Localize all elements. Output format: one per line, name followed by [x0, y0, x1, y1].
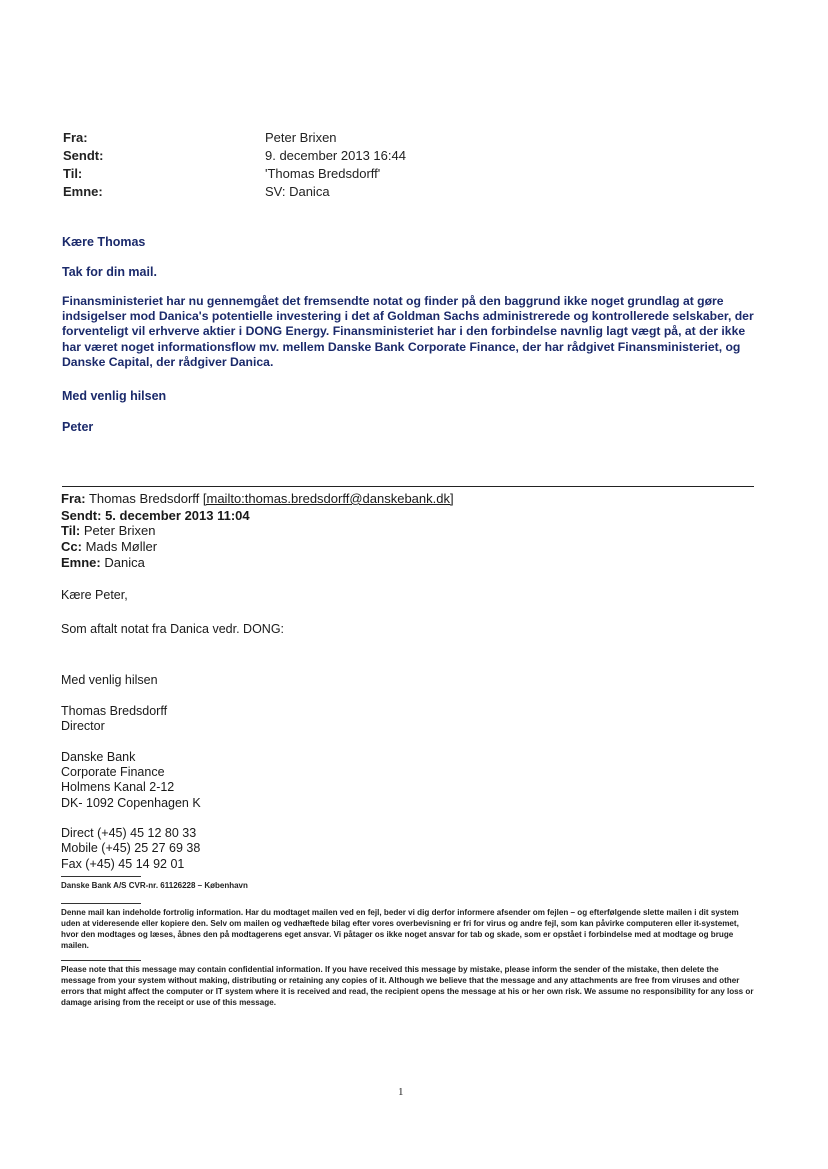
- forwarded-from-value: Thomas Bredsdorff: [88, 491, 200, 506]
- forwarded-cc-label: Cc:: [61, 539, 82, 554]
- disclaimer-english: Please note that this message may contain confidential information. If you have received this message by mistake, please inform the sender of the mistake, then delete the message from your system without making, distributing or retaining any copies of it. Although we believe that the message and any attachments are free from viruses and other errors that might affect the computer or IT system where it is received and read, the recipient opens the message at his or her own risk. We assume no responsibility for any loss or damage arising from the receipt or use of this message.: [61, 965, 754, 1008]
- signature-mobile-phone: Mobile (+45) 25 27 69 38: [61, 841, 201, 855]
- original-greeting: Kære Peter,: [61, 588, 128, 602]
- from-value: Peter Brixen: [265, 130, 337, 145]
- forwarded-sent-value: 5. december 2013 11:04: [105, 508, 250, 523]
- disclaimer-divider-en: [61, 960, 141, 961]
- page-number: 1: [398, 1086, 404, 1098]
- forwarded-cc-line: [61, 539, 157, 554]
- to-value: 'Thomas Bredsdorff': [265, 166, 381, 181]
- original-closing: Med venlig hilsen: [61, 673, 158, 687]
- signature-divider: [61, 876, 141, 877]
- mailto-link[interactable]: [mailto:thomas.bredsdorff@danskebank.dk]: [202, 491, 454, 506]
- reply-signature: Peter: [62, 420, 94, 434]
- reply-closing: Med venlig hilsen: [62, 389, 167, 403]
- cvr-line: Danske Bank A/S CVR-nr. 61126228 – København: [61, 881, 248, 890]
- forwarded-to-line: [61, 523, 155, 538]
- forwarded-cc-value: Mads Møller: [85, 539, 158, 554]
- signature-title: Director: [61, 719, 105, 733]
- signature-name: Thomas Bredsdorff: [61, 704, 168, 718]
- original-body: Som aftalt notat fra Danica vedr. DONG:: [61, 622, 285, 636]
- signature-department: Corporate Finance: [61, 765, 165, 779]
- forwarded-subject-value: Danica: [104, 555, 145, 570]
- forwarded-subject-line: [61, 555, 145, 570]
- sent-value: 9. december 2013 16:44: [265, 148, 406, 163]
- signature-city: DK- 1092 Copenhagen K: [61, 796, 201, 810]
- forwarded-sent-line: [61, 508, 250, 523]
- signature-street: Holmens Kanal 2-12: [61, 780, 175, 794]
- forwarded-from-line: [61, 491, 454, 506]
- reply-thanks: Tak for din mail.: [62, 265, 157, 279]
- signature-direct-phone: Direct (+45) 45 12 80 33: [61, 826, 197, 840]
- signature-company: Danske Bank: [61, 750, 136, 764]
- sent-label: Sendt:: [63, 148, 104, 163]
- disclaimer-divider-da: [61, 903, 141, 904]
- forwarded-sent-label: Sendt:: [61, 508, 102, 523]
- from-label: Fra:: [63, 130, 88, 145]
- forwarded-to-value: Peter Brixen: [83, 523, 156, 538]
- forwarded-subject-label: Emne:: [61, 555, 101, 570]
- subject-label: Emne:: [63, 184, 103, 199]
- disclaimer-danish: Denne mail kan indeholde fortrolig information. Har du modtaget mailen ved en fejl, beder vi dig derfor informere afsender om fejlen – og efterfølgende slette mailen i dit system uden at videresende eller kopiere den. Selv om mailen og vedhæftede bilag efter vores overbevisning er fri for virus og andre fejl, som kan påvirke computeren eller it-systemet, hvor den modtages og læses, åbnes den på modtagerens eget ansvar. Vi påtager os ikke noget ansvar for tab og skade, som er opstået i forbindelse med at modtage og bruge mailen.: [61, 908, 739, 951]
- forwarded-to-label: Til:: [61, 523, 81, 538]
- reply-greeting: Kære Thomas: [62, 235, 146, 249]
- signature-fax: Fax (+45) 45 14 92 01: [61, 857, 185, 871]
- to-label: Til:: [63, 166, 83, 181]
- separator-line: [62, 486, 754, 487]
- subject-value: SV: Danica: [265, 184, 330, 199]
- reply-body: Finansministeriet har nu gennemgået det fremsendte notat og finder på den baggrund ikke noget grundlag at gøre indsigelser mod Danica's potentielle investering i det af Goldman Sachs administrerede og kontrollerede selskaber, der forventeligt vil erhverve aktier i DONG Energy. Finansministeriet har i den forbindelse navnlig lagt vægt på, at der ikke har været noget informationsflow mv. mellem Danske Bank Corporate Finance, der har rådgivet Finansministeriet, og Danske Capital, der rådgiver Danica.: [62, 294, 754, 369]
- forwarded-from-label: Fra:: [61, 491, 86, 506]
